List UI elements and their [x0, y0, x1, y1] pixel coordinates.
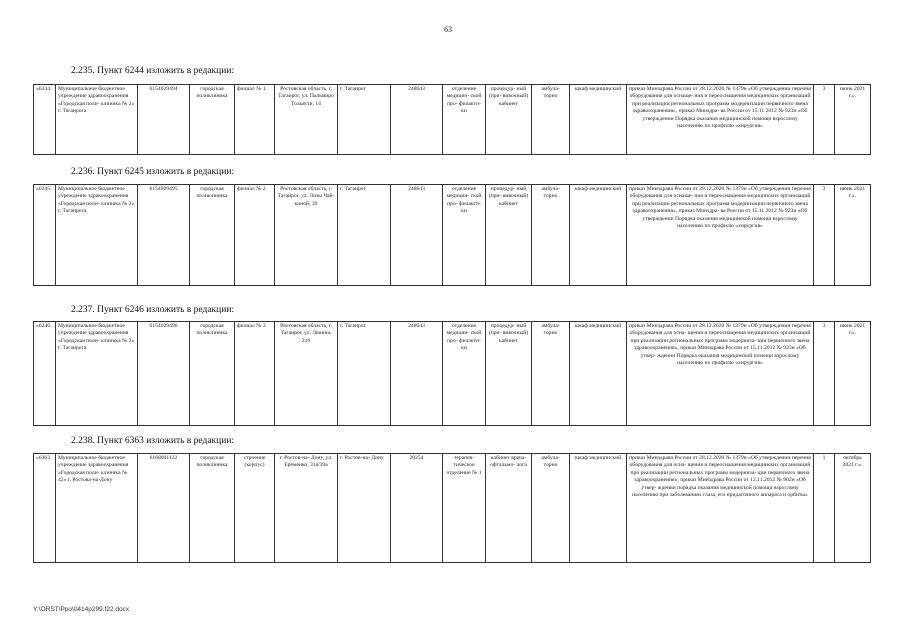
inn-code: 6168001132	[138, 454, 190, 563]
subdivision: филиал № 2	[235, 185, 275, 286]
quantity: 3	[814, 85, 835, 155]
amendment-table	[33, 453, 871, 563]
department: отделение медицин- ской про- филакти- ки	[443, 185, 486, 286]
deadline: октябрь 2021 г.».	[835, 454, 871, 563]
care-conditions: амбула- торно	[532, 185, 570, 286]
address: Ростовская область, г. Таганрог, ул. Лизы Чай- киной, 39	[275, 185, 338, 286]
page-number: 63	[444, 25, 452, 34]
amendment-heading: 2.237. Пункт 6246 изложить в редакции:	[71, 305, 235, 315]
equipment: шкаф медицинский	[570, 85, 627, 155]
amendment-table	[33, 84, 871, 155]
quantity: 3	[814, 185, 835, 286]
equipment: шкаф медицинский	[570, 322, 627, 426]
municipality: г. Таганрог	[338, 322, 391, 426]
organization-name: Муниципальное бюджетное учреждение здравоохранения «Городская поли- клиника № 2» г. Таганрога	[56, 185, 138, 286]
inn-code: 6154029494	[138, 85, 190, 155]
organization-type: городская поликлиника	[190, 185, 235, 286]
organization-type: городская поликлиника	[190, 85, 235, 155]
address: г. Ростов-на- Дону, ул. Еременко, 31а/39а	[275, 454, 338, 563]
amendment-table	[33, 184, 871, 286]
population: 248643	[391, 322, 443, 426]
cabinet: процедур- ный (при- вивочный) кабинет	[486, 85, 532, 155]
amendment-table	[33, 321, 871, 426]
cabinet: процедур- ный (при- вивочный) кабинет	[486, 185, 532, 286]
municipality: г. Таганрог	[338, 85, 391, 155]
department: отделение медицин- ской про- филакти- ки	[443, 322, 486, 426]
row-number: «6245.	[34, 185, 56, 286]
legal-basis: приказ Минздрава России от 28.12.2020 № 1379н «Об утверждении перечня оборудования для осна- щения и переоснащения медицинских организаций при реализации региональных программ модерниза- ции первичного звена здравоохранения», приказ Минздрава России от 12.11.2012 № 902н «Об утвер- ждении порядка оказания медицинской помощи взрослому населению при заболеваниях глаза, его придаточного аппарата и орбиты»	[627, 454, 814, 563]
subdivision: филиал № 3	[235, 322, 275, 426]
document-path-footer: Y:\ORST\Ppo\0414p299.f22.docx	[33, 606, 130, 613]
cabinet: процедур- ный (при- вивочный) кабинет	[486, 322, 532, 426]
deadline: июнь 2021 г.».	[835, 322, 871, 426]
table-row	[34, 322, 871, 426]
population: 20254	[391, 454, 443, 563]
organization-name: Муниципальное бюджетное учреждение здравоохранения «Городская поли- клиника № 2» г. Таганрога	[56, 85, 138, 155]
subdivision: строение (корпус)	[235, 454, 275, 563]
amendment-heading: 2.238. Пункт 6363 изложить в редакции:	[71, 436, 235, 446]
municipality: г. Таганрог	[338, 185, 391, 286]
amendment-heading: 2.235. Пункт 6244 изложить в редакции:	[71, 66, 235, 76]
subdivision: филиал № 1	[235, 85, 275, 155]
inn-code: 6154029495	[138, 185, 190, 286]
organization-type: городская поликлиника	[190, 454, 235, 563]
population: 248643	[391, 85, 443, 155]
care-conditions: амбула- торно	[532, 85, 570, 155]
cabinet: кабинет врача- офтальмо- лога	[486, 454, 532, 563]
legal-basis: приказ Минздрава России от 28.12.2020 № 1379н «Об утверждении перечня оборудования для осна- щения и переоснащения медицинских организаций при реализации региональных программ модерниза- ции первичного звена здравоохранения», приказ Минздрава России от 15.11.2012 № 923н «Об утвер- ждении Порядка оказания медицинской помощи взрослому населению по профилю «хирургия»	[627, 322, 814, 426]
care-conditions: амбула- торно	[532, 454, 570, 563]
table-row	[34, 454, 871, 563]
address: Ростовская область, г. Таганрог, ул. Пальмиро Тольятти, 14	[275, 85, 338, 155]
table-row	[34, 85, 871, 155]
legal-basis: приказ Минздрава России от 28.12.2020 № 1379н «Об утверждении перечня оборудования для оснаще- ния и переоснащения медицинских организаций при реализации региональных программ модернизации первичного звена здравоохранения», приказ Минздра- ва России от 15.11.2012 № 923н «Об утверждении Порядка оказания медицинской помощи взрослому населению по профилю «хирургия»	[627, 185, 814, 286]
row-number: «6363.	[34, 454, 56, 563]
row-number: «6246.	[34, 322, 56, 426]
amendment-heading: 2.236. Пункт 6245 изложить в редакции:	[71, 167, 235, 177]
care-conditions: амбула- торно	[532, 322, 570, 426]
deadline: июнь 2021 г.».	[835, 85, 871, 155]
organization-type: городская поликлиника	[190, 322, 235, 426]
address: Ростовская область, г. Таганрог, ул. Ленина, 216	[275, 322, 338, 426]
population: 248643	[391, 185, 443, 286]
quantity: 3	[814, 322, 835, 426]
quantity: 1	[814, 454, 835, 563]
table-row	[34, 185, 871, 286]
organization-name: Муниципальное бюджетное учреждение здравоохранения «Городская поли- клиника № 42» г. Ростова-на-Дону	[56, 454, 138, 563]
legal-basis: приказ Минздрава России от 28.12.2020 № 1379н «Об утверждении перечня оборудования для оснаще- ния и переоснащения медицинских организаций при реализации региональных программ модернизации первичного звена здравоохранения», приказ Минздра- ва России от 15.11.2012 № 923н «Об утверждении Порядка оказания медицинской помощи взрослому населению по профилю «хирургия»	[627, 85, 814, 155]
department: терапев- тическое отделение № 1	[443, 454, 486, 563]
deadline: июнь 2021 г.».	[835, 185, 871, 286]
organization-name: Муниципальное бюджетное учреждение здравоохранения «Городская поли- клиника № 2» г. Таганрога	[56, 322, 138, 426]
equipment: шкаф медицинский	[570, 454, 627, 563]
inn-code: 6154029496	[138, 322, 190, 426]
department: отделение медицин- ской про- филакти- ки	[443, 85, 486, 155]
municipality: г. Ростов-на- Дону	[338, 454, 391, 563]
equipment: шкаф медицинский	[570, 185, 627, 286]
row-number: «6244.	[34, 85, 56, 155]
